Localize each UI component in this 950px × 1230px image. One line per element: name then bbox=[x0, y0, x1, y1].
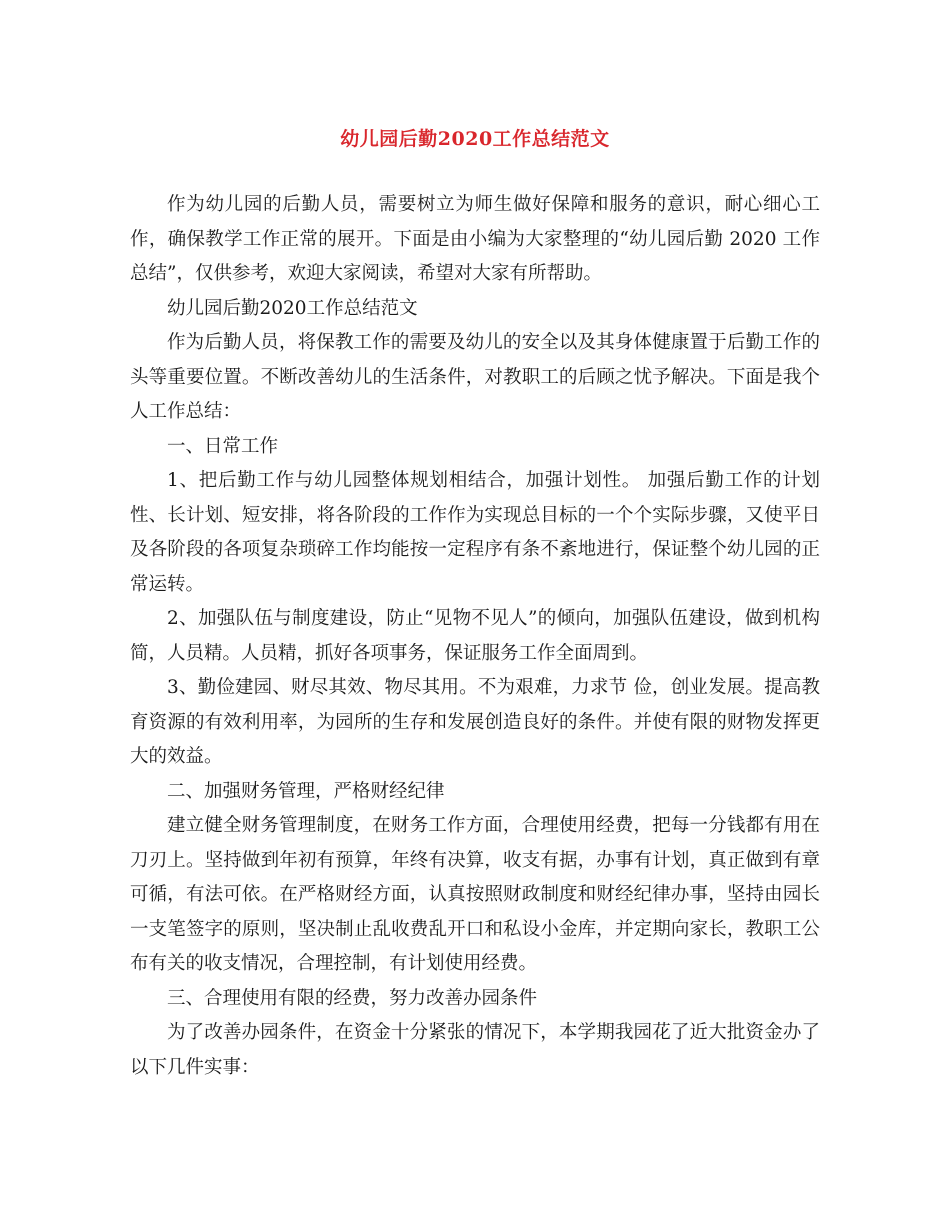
paragraph: 作为后勤人员，将保教工作的需要及幼儿的安全以及其身体健康置于后勤工作的头等重要位置。不断改善幼儿的生活条件，对教职工的后顾之忧予解决。下面是我个人工作总结： bbox=[130, 332, 820, 422]
paragraph: 2、加强队伍与制度建设，防止“见物不见人”的倾向，加强队伍建设，做到机构简，人员精。人员精，抓好各项事务，保证服务工作全面周到。 bbox=[130, 608, 820, 664]
document-title: 幼儿园后勤2020工作总结范文 bbox=[340, 128, 610, 150]
paragraph: 1、把后勤工作与幼儿园整体规划相结合，加强计划性。 加强后勤工作的计划性、长计划、短安排，将各阶段的工作作为实现总目标的一个个实际步骤，又使平日及各阶段的各项复杂琐碎工作均能按一定程序有条不紊地进行，保证整个幼儿园的正常运转。 bbox=[130, 470, 820, 595]
paragraph-intro: 作为幼儿园的后勤人员，需要树立为师生做好保障和服务的意识，耐心细心工作，确保教学工作正常的展开。下面是由小编为大家整理的“幼儿园后勤 2020 工作总结”，仅供参考，欢迎大家阅读，希望对大家有所帮助。 bbox=[130, 194, 820, 284]
section-heading: 三、合理使用有限的经费，努力改善办园条件 bbox=[167, 987, 538, 1009]
section-heading: 一、日常工作 bbox=[167, 435, 279, 457]
document-body bbox=[130, 188, 820, 1085]
paragraph: 为了改善办园条件，在资金十分紧张的情况下，本学期我园花了近大批资金办了以下几件实事： bbox=[130, 1022, 820, 1078]
paragraph: 建立健全财务管理制度，在财务工作方面，合理使用经费，把每一分钱都有用在刀刃上。坚持做到年初有预算，年终有决算，收支有据，办事有计划，真正做到有章可循，有法可依。在严格财经方面，认真按照财政制度和财经纪律办事，坚持由园长一支笔签字的原则，坚决制止乱收费乱开口和私设小金库，并定期向家长，教职工公布有关的收支情况，合理控制，有计划使用经费。 bbox=[130, 815, 820, 974]
section-heading: 二、加强财务管理，严格财经纪律 bbox=[167, 780, 445, 802]
paragraph-subtitle: 幼儿园后勤2020工作总结范文 bbox=[167, 297, 418, 319]
paragraph: 3、勤俭建园、财尽其效、物尽其用。不为艰难，力求节 俭，创业发展。提高教育资源的有效利用率，为园所的生存和发展创造良好的条件。并使有限的财物发挥更大的效益。 bbox=[130, 677, 820, 767]
